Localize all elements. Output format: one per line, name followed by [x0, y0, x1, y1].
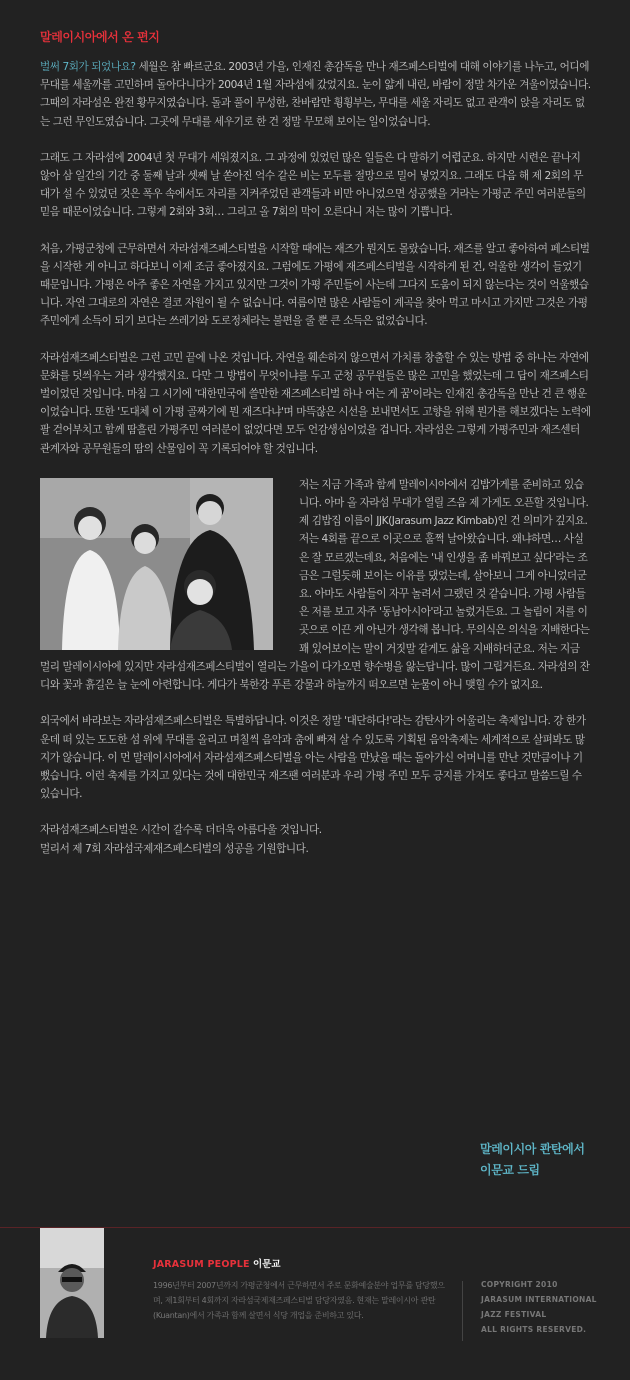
paragraph-5-text: 저는 지금 가족과 함께 말레이시아에서 김밥가게를 준비하고 있습니다. 아마 올 자라섬 무대가 열릴 즈음 제 가게도 오픈할 것입니다. 제 김밥집 이름이 JJK(Jarasum Jazz Kimbab)인 건 의미가 깊지요. 저는 4회를 끝으로 이곳으로 훌쩍 날아왔습니다. 왜냐하면… 사실은 잘 모르겠는데요, 처음에는 '내 인생을 좀 바꿔보고 싶다'라는 조금은 그럴듯해 보이는 이유를 댔었는데, 살아보니 그게 아니었더군요. 아마도 사람들이 자꾸 놀려서 그랬던 것 같습니다. 가평 사람들은 저를 보고 자주 '동남아시아'라고 놀렸거든요. 그 놀림이 저를 이곳으로 이끈 게 아닌가 생각해 봅니다. 무의식은 의식을 지배한다는 꽤 있어보이는 말이 거짓말 같게도 삶을 지배하더군요. 저는 지금 멀리 말레이시아에 있지만 자라섬재즈페스티벌이 열리는 가을이 다가오면 향수병을 앓는답니다. 많이 그립거든요. 자라섬의 잔디와 꽃과 흙길은 늘 눈에 아련합니다. 게다가 북한강 푸른 강물과 하늘까지 떠오르면 눈물이 아니 맺힐 수가 없지요.: [40, 478, 590, 692]
copyright-line: JARASUM INTERNATIONAL: [481, 1295, 597, 1304]
copyright-line: ALL RIGHTS RESERVED.: [481, 1325, 587, 1334]
lead-question: 벌써 7회가 되었나요?: [40, 61, 136, 73]
footer: [0, 1228, 630, 1380]
closing-line-2: 멀리서 제 7회 자라섬국제재즈페스티벌의 성공을 기원합니다.: [40, 842, 309, 855]
signature-name: 이문교 드림: [480, 1163, 540, 1177]
family-photo: [40, 478, 273, 650]
paragraph-3: 처음, 가평군청에 근무하면서 자라섬재즈페스티벌을 시작할 때에는 재즈가 뭔지도 몰랐습니다. 재즈를 알고 좋아하여 페스티벌을 시작한 게 아니고 하다보니 이제 조금 좋아졌지요. 그럼에도 가평에 재즈페스티벌을 시작하게 된 건, 억울한 생각이 들었기 때문입니다. 가평은 아주 좋은 자연을 가지고 있지만 그것이 가평 주민들이 사는데 그다지 도움이 되지 않는다는 것이 억울했습니다. 자연 그대로의 자연은 결코 자원이 될 수 없습니다. 여름이면 많은 사람들이 계곡을 찾아 먹고 마시고 가지만 그것은 가평주민에게 소득이 되기 보다는 쓰레기와 도로정체라는 불편을 줄 뿐 큰 소득은 없었습니다.: [40, 242, 590, 328]
paragraph-5: [40, 476, 592, 694]
footer-people-heading: [153, 1256, 281, 1270]
paragraph-6: 외국에서 바라보는 자라섬재즈페스티벌은 특별하답니다. 이것은 정말 '대단하다!'라는 감탄사가 어울리는 축제입니다. 강 한가운데 떠 있는 도도한 섬 위에 무대를 올리고 며칠씩 음악과 춤에 빠져 살 수 있도록 기획된 음악축제는 세계적으로 살펴봐도 많지가 않습니다. 이 먼 말레이시아에서 자라섬재즈페스티벌을 아는 사람을 만났을 때는 돌아가신 어머니를 만난 것만큼이나 기뻤습니다. 이런 축제를 가지고 있다는 것에 대한민국 재즈팬 여러분과 우리 가평 주민 모두 긍지를 가져도 좋다고 말씀드릴 수 있습니다.: [40, 715, 586, 801]
footer-separator: [462, 1281, 463, 1341]
paragraph-1: [40, 58, 592, 131]
footer-brand: JARASUM PEOPLE: [153, 1259, 250, 1270]
avatar: [40, 1228, 104, 1338]
copyright: [481, 1277, 611, 1337]
copyright-line: JAZZ FESTIVAL: [481, 1310, 547, 1319]
paragraph-7: [40, 821, 592, 857]
footer-bio: 1996년부터 2007년까지 가평군청에서 근무하면서 주로 문화예술분야 업무를 담당했으며, 제1회부터 4회까지 자라섬국제재즈페스티벌 담당자였음. 현재는 말레이시아 콴탄(Kuantan)에서 가족과 함께 살면서 식당 개업을 준비하고 있다.: [153, 1281, 445, 1320]
paragraph-2: 그래도 그 자라섬에 2004년 첫 무대가 세워졌지요. 그 과정에 있었던 많은 일들은 다 말하기 어렵군요. 하지만 시련은 끝나지 않아 삼 일간의 기간 중 둘째 날과 셋째 날 쏟아진 억수 같은 비는 모두를 절망으로 밀어 넣었지요. 그래도 다음 해 제 2회의 무대가 설 수 있었던 것은 폭우 속에서도 자리를 지켜주었던 관객들과 비만 아니었으면 성공했을 거라는 가평군 주민 여러분들의 믿음 때문이었습니다. 그렇게 2회와 3회… 그리고 올 7회의 막이 오른다니 저는 많이 기쁩니다.: [40, 151, 586, 219]
signature: [480, 1139, 585, 1181]
paragraph-4: 자라섬재즈페스티벌은 그런 고민 끝에 나온 것입니다. 자연을 훼손하지 않으면서 가치를 창출할 수 있는 방법 중 하나는 자연에 문화를 덧씌우는 거라 생각했지요. 다만 그 방법이 무엇이냐를 두고 군청 공무원들은 많은 고민을 했었는데 그 답이 재즈페스티벌이었던 것입니다. 마침 그 시기에 '대한민국에 쓸만한 재즈페스티벌 하나 여는 게 꿈'이라는 인재진 총감독을 만난 건 큰 행운이었습니다. 또한 '도대체 이 가평 골짜기에 뭔 재즈다냐'며 마뜩잖은 시선을 보내면서도 고향을 위해 뭔가를 해보겠다는 노력에 팔 걷어부치고 함께 땀흘린 가평주민 여러분이 없었다면 모두 언감생심이었을 겁니다. 자라섬은 그렇게 가평주민과 재즈센터 관계자와 공무원들의 땀의 산물임이 꼭 기록되어야 할 것입니다.: [40, 351, 591, 455]
closing-line-1: 자라섬재즈페스티벌은 시간이 갈수록 더더욱 아름다울 것입니다.: [40, 824, 322, 837]
signature-place: 말레이시아 콴탄에서: [480, 1142, 585, 1156]
footer-person-name: 이문교: [253, 1259, 281, 1270]
copyright-line: COPYRIGHT 2010: [481, 1280, 558, 1289]
letter-body: [40, 58, 592, 876]
paragraph-1-text: 세월은 참 빠르군요. 2003년 가을, 인재진 총감독을 만나 재즈페스티벌에 대해 이야기를 나누고, 어디에 무대를 세울까를 고민하며 돌아다니다가 2004년 1월 자라섬에 갔었지요. 눈이 얇게 내린, 바람이 정말 차가운 겨울이었습니다. 그때의 자라섬은 완전 황무지였습니다. 돌과 풀이 무성한, 찬바람만 휭휭부는, 무대를 세울 자리도 없고 관객이 앉을 자리도 없는 그런 무인도였습니다. 그곳에 무대를 세우기로 한 건 정말 무모해 보이는 일이었습니다.: [40, 61, 591, 128]
letter-title: 말레이시아에서 온 편지: [40, 30, 160, 44]
